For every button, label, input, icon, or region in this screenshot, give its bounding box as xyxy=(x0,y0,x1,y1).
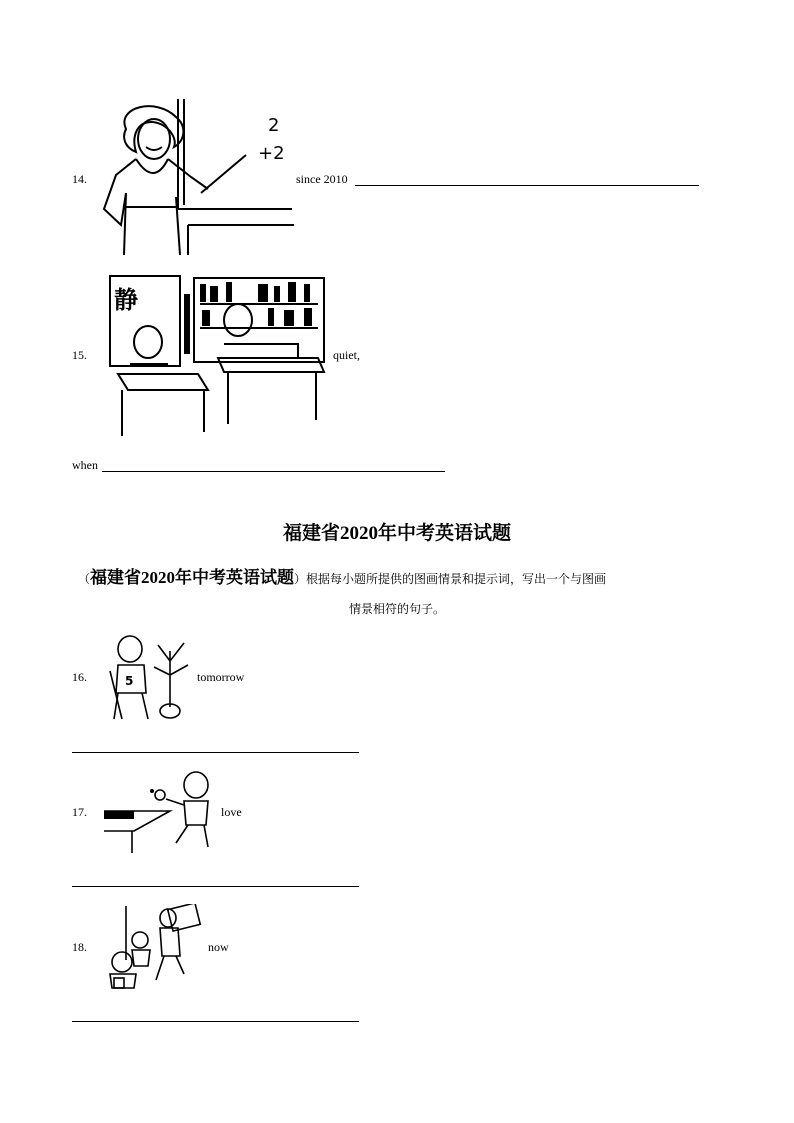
q14-number: 14. xyxy=(72,172,87,186)
q16-number: 16. xyxy=(72,670,87,684)
instruction-close: ）根据每小题所提供的图画情景和提示词，写出一个与图画 xyxy=(294,572,607,586)
instruction-open: （ xyxy=(78,572,91,586)
q16-hint: tomorrow xyxy=(197,670,245,684)
q14-hint: since 2010 xyxy=(296,172,348,186)
quiet-sign-text: 静 xyxy=(114,286,138,314)
section-title: 福建省2020年中考英语试题 xyxy=(282,523,511,544)
q15-number: 15. xyxy=(72,348,87,362)
q18-number: 18. xyxy=(72,940,87,954)
q16-answer-line[interactable] xyxy=(72,752,359,753)
q14-teacher-picture xyxy=(96,97,296,257)
q17-hint: love xyxy=(221,805,242,819)
board-top-number: 2 xyxy=(268,115,280,136)
q15-library-picture xyxy=(108,274,330,438)
q15-answer-line[interactable] xyxy=(102,471,445,472)
q17-number: 17. xyxy=(72,805,87,819)
section-instruction-line2: 情景相符的句子。 xyxy=(348,602,445,616)
instruction-bold: 福建省2020年中考英语试题 xyxy=(90,568,295,587)
q18-hint: now xyxy=(208,940,229,954)
q17-answer-line[interactable] xyxy=(72,886,359,887)
q15-hint: quiet, xyxy=(333,348,360,362)
q15-continuation: when xyxy=(72,458,98,472)
board-bottom-number: +2 xyxy=(258,143,285,164)
q18-cleaning-picture xyxy=(104,904,204,992)
q14-answer-line[interactable] xyxy=(355,185,699,186)
q18-answer-line[interactable] xyxy=(72,1021,359,1022)
shirt-number: 5 xyxy=(125,674,134,688)
q17-pingpong-picture xyxy=(104,767,216,855)
section-instruction xyxy=(78,563,728,588)
q16-planting-picture xyxy=(100,631,192,723)
